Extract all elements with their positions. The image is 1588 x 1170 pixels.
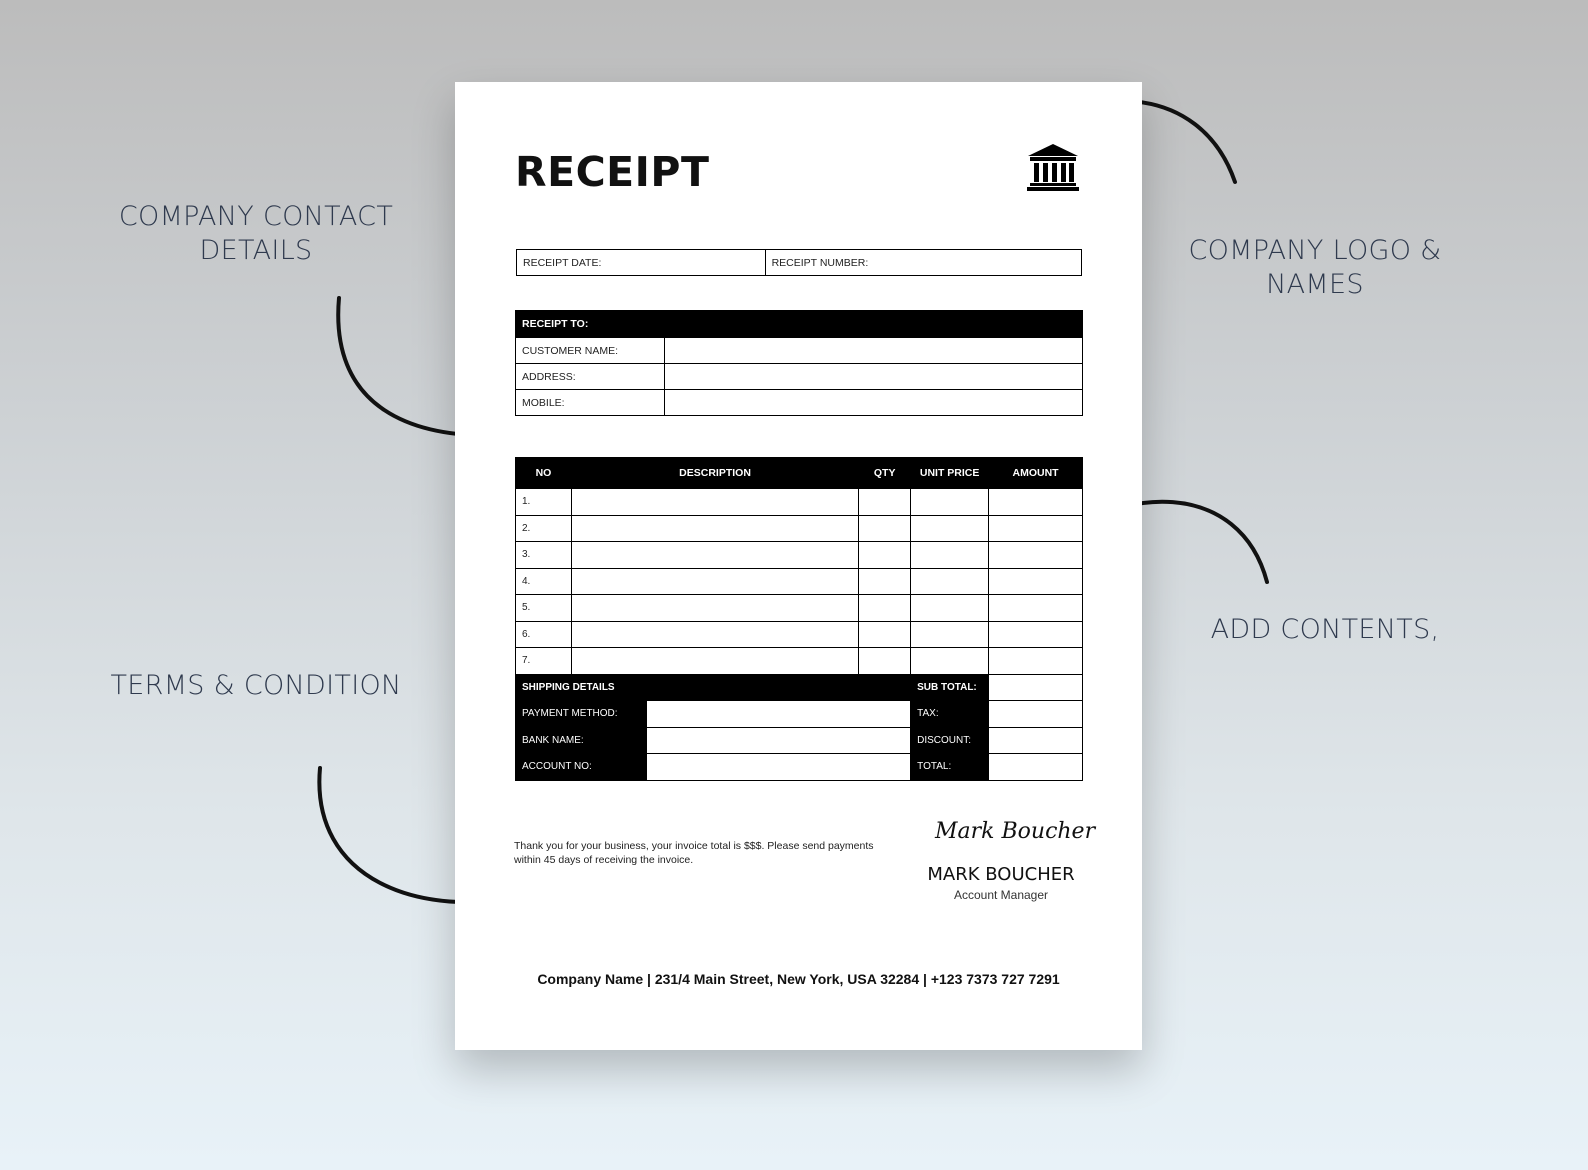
table-row [516,489,1083,516]
account-no-field[interactable] [646,754,910,781]
mobile-label: MOBILE: [516,390,665,416]
signer-role: Account Manager [953,888,1049,902]
amount-cell[interactable] [989,621,1083,648]
account-no-label: ACCOUNT NO: [516,754,647,781]
amount-cell[interactable] [989,542,1083,569]
receipt-number-field[interactable]: RECEIPT NUMBER: [765,250,1081,276]
unit-price-cell[interactable] [911,568,989,595]
sub-total-label: SUB TOTAL: [911,674,989,701]
unit-price-cell[interactable] [911,489,989,516]
receipt-date-field[interactable]: RECEIPT DATE: [517,250,766,276]
row-number: 7. [516,648,572,675]
callout-add-contents: ADD CONTENTS, [1210,614,1440,645]
table-row [516,595,1083,622]
description-cell[interactable] [571,489,858,516]
qty-cell[interactable] [859,648,911,675]
discount-label: DISCOUNT: [911,727,989,754]
signer-name: MARK BOUCHER [927,864,1075,885]
tax-value[interactable] [989,701,1083,728]
payment-method-label: PAYMENT METHOD: [516,701,647,728]
mobile-field[interactable] [665,390,1083,416]
callout-terms: TERMS & CONDITION [110,670,402,701]
handwritten-signature: Mark Boucher [935,819,1096,844]
row-number: 3. [516,542,572,569]
customer-name-field[interactable] [665,338,1083,364]
qty-cell[interactable] [859,595,911,622]
address-label: ADDRESS: [516,364,665,390]
unit-price-cell[interactable] [911,621,989,648]
amount-cell[interactable] [989,568,1083,595]
unit-price-cell[interactable] [911,648,989,675]
callout-company-logo: COMPANY LOGO & NAMES [1188,235,1442,300]
row-number: 2. [516,515,572,542]
table-row [516,568,1083,595]
row-number: 1. [516,489,572,516]
bank-building-icon [1026,142,1080,192]
row-number: 4. [516,568,572,595]
terms-text: Thank you for your business, your invoice total is $$$. Please send payments within 45 days of receiving the invoice. [514,840,874,866]
company-footer: Company Name | 231/4 Main Street, New York, USA 32284 | +123 7373 727 7291 [537,971,1060,987]
amount-cell[interactable] [989,648,1083,675]
row-number: 5. [516,595,572,622]
unit-price-cell[interactable] [911,595,989,622]
qty-cell[interactable] [859,568,911,595]
receipt-title: RECEIPT [515,148,710,196]
description-cell[interactable] [571,542,858,569]
col-header-qty: QTY [859,458,911,489]
qty-cell[interactable] [859,621,911,648]
table-row [516,542,1083,569]
receipt-to-table [515,310,1083,416]
unit-price-cell[interactable] [911,515,989,542]
col-header-description: DESCRIPTION [571,458,858,489]
total-label: TOTAL: [911,754,989,781]
total-value[interactable] [989,754,1083,781]
col-header-unit-price: UNIT PRICE [911,458,989,489]
receipt-to-header: RECEIPT TO: [516,311,1083,338]
amount-cell[interactable] [989,489,1083,516]
table-row [516,515,1083,542]
address-field[interactable] [665,364,1083,390]
table-row [516,648,1083,675]
description-cell[interactable] [571,621,858,648]
description-cell[interactable] [571,595,858,622]
qty-cell[interactable] [859,489,911,516]
description-cell[interactable] [571,515,858,542]
payment-method-field[interactable] [646,701,910,728]
receipt-date-number-table [516,249,1082,276]
bank-name-field[interactable] [646,727,910,754]
unit-price-cell[interactable] [911,542,989,569]
items-table [515,457,1083,781]
description-cell[interactable] [571,648,858,675]
customer-name-label: CUSTOMER NAME: [516,338,665,364]
sub-total-value[interactable] [989,674,1083,701]
tax-label: TAX: [911,701,989,728]
col-header-no: NO [516,458,572,489]
callout-company-contact: COMPANY CONTACT DETAILS [118,201,394,266]
receipt-document [455,82,1142,1050]
shipping-details-header: SHIPPING DETAILS [516,674,911,701]
qty-cell[interactable] [859,515,911,542]
col-header-amount: AMOUNT [989,458,1083,489]
description-cell[interactable] [571,568,858,595]
amount-cell[interactable] [989,595,1083,622]
qty-cell[interactable] [859,542,911,569]
discount-value[interactable] [989,727,1083,754]
table-row [516,621,1083,648]
bank-name-label: BANK NAME: [516,727,647,754]
row-number: 6. [516,621,572,648]
amount-cell[interactable] [989,515,1083,542]
